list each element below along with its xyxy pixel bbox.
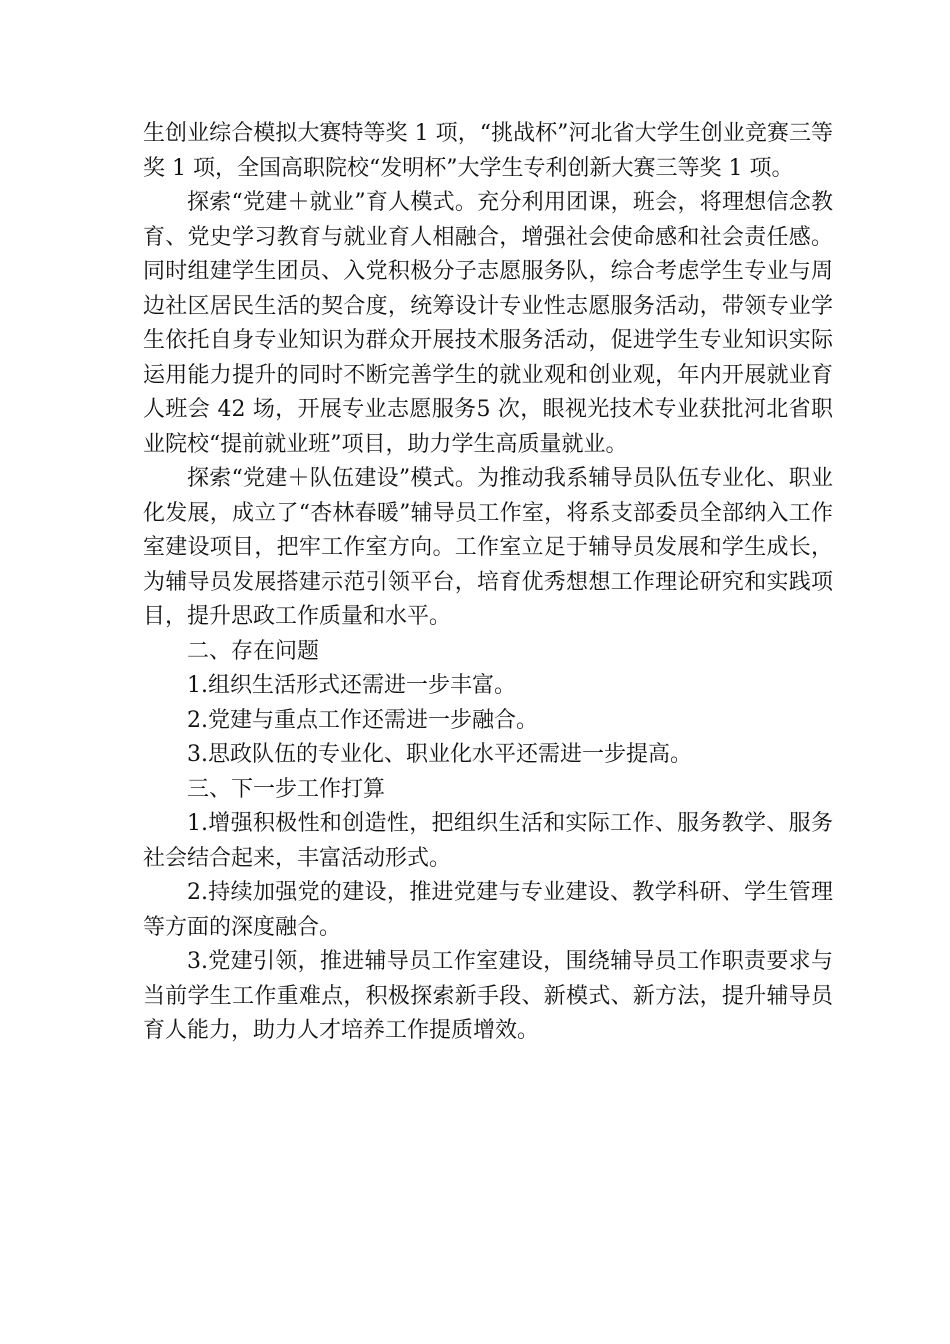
plan-item: 2.持续加强党的建设，推进党建与专业建设、教学科研、学生管理等方面的深度融合。 (143, 880, 833, 940)
plan-item: 3.党建引领，推进辅导员工作室建设，围绕辅导员工作职责要求与当前学生工作重难点，积极探索新手段、新模式、新方法，提升辅导员育人能力，助力人才培养工作提质增效。 (143, 949, 833, 1043)
employment-model-paragraph: 探索“党建＋就业”育人模式。充分利用团课，班会，将理想信念教育、党史学习教育与就业育人相融合，增强社会使命感和社会责任感。同时组建学生团员、入党积极分子志愿服务队，综合考虑学生专业与周边社区居民生活的契合度，统筹设计专业性志愿服务活动，带领专业学生依托自身专业知识为群众开展技术服务活动，促进学生专业知识实际运用能力提升的同时不断完善学生的就业观和创业观，年内开展就业育人班会 42 场，开展专业志愿服务5 次，眼视光技术专业获批河北省职业院校“提前就业班”项目，助力学生高质量就业。 (143, 190, 833, 457)
problem-item: 2.党建与重点工作还需进一步融合。 (187, 707, 538, 733)
document-page (143, 117, 833, 1049)
team-building-paragraph: 探索“党建＋队伍建设”模式。为推动我系辅导员队伍专业化、职业化发展，成立了“杏林春暖”辅导员工作室，将系支部委员全部纳入工作室建设项目，把牢工作室方向。工作室立足于辅导员发展和学生成长，为辅导员发展搭建示范引领平台，培育优秀想想工作理论研究和实践项目，提升思政工作质量和水平。 (143, 466, 833, 629)
section-heading-next-steps: 三、下一步工作打算 (187, 776, 386, 802)
continuation-paragraph: 生创业综合模拟大赛特等奖 1 项，“挑战杯”河北省大学生创业竞赛三等奖 1 项，全国高职院校“发明杯”大学生专利创新大赛三等奖 1 项。 (143, 121, 833, 181)
problem-item: 1.组织生活形式还需进一步丰富。 (187, 673, 516, 698)
problem-item: 3.思政队伍的专业化、职业化水平还需进一步提高。 (187, 742, 692, 767)
section-heading-problems: 二、存在问题 (187, 638, 320, 664)
plan-item: 1.增强积极性和创造性，把组织生活和实际工作、服务教学、服务社会结合起来，丰富活动形式。 (143, 811, 833, 871)
